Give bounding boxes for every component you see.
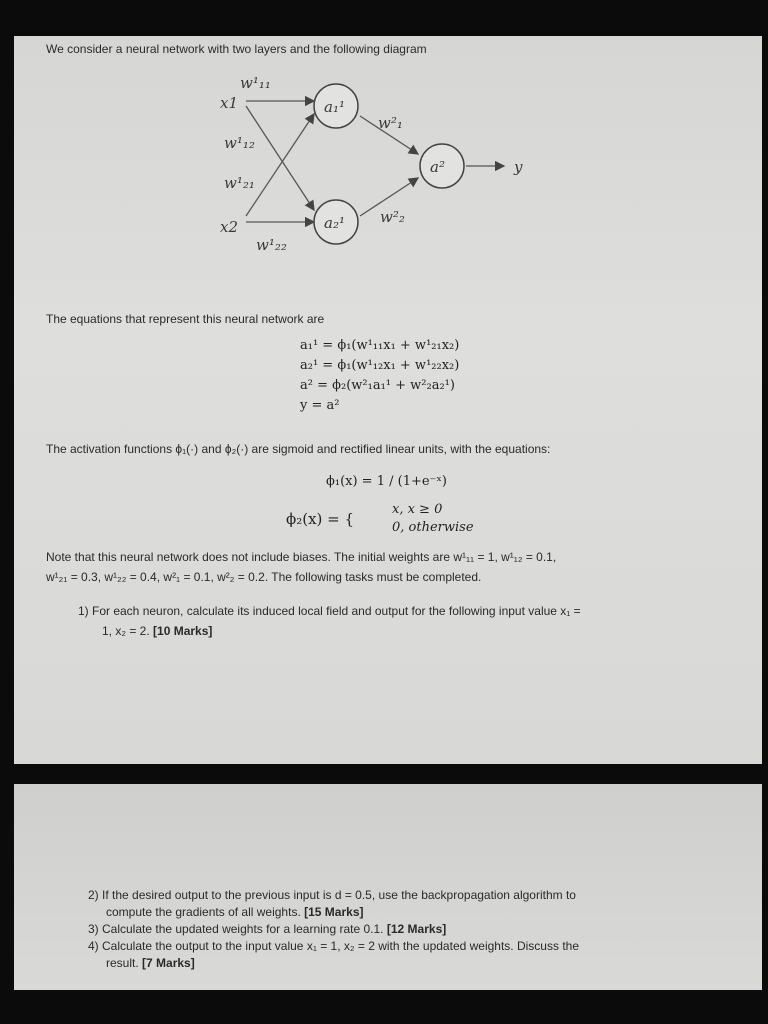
neural-network-diagram	[14, 36, 762, 296]
output-y-label: y	[514, 158, 523, 176]
task-2-marks: [15 Marks]	[304, 905, 364, 919]
intro-text: We consider a neural network with two layers and the following diagram	[46, 42, 427, 56]
task-4-line-2	[106, 956, 195, 970]
task-1-text: 1, x₂ = 2.	[102, 624, 150, 638]
weight-w2-label: w²₂	[380, 208, 405, 226]
task-1-line-1: 1) For each neuron, calculate its induced local field and output for the following input value x₁ =	[78, 604, 581, 618]
weight-w22-label: w¹₂₂	[256, 236, 287, 254]
task-2-line-1: 2) If the desired output to the previous input is d = 0.5, use the backpropagation algorithm to	[88, 888, 576, 902]
task-3-marks: [12 Marks]	[386, 922, 447, 936]
task-2-text: compute the gradients of all weights.	[106, 905, 301, 919]
task-3-text: 3) Calculate the updated weights for a learning rate 0.1.	[88, 922, 384, 936]
phi2-case-positive: x, x ≥ 0	[392, 502, 443, 517]
neuron-a2-label: a₂¹	[324, 214, 345, 232]
document-page-2	[14, 784, 762, 990]
weight-w12-label: w¹₁₂	[224, 134, 255, 152]
edge-x2-a1	[246, 114, 314, 216]
equations-intro: The equations that represent this neural network are	[46, 312, 325, 326]
equation-a2: a₂¹ = ϕ₁(w¹₁₂x₁ + w¹₂₂x₂)	[300, 358, 460, 373]
input-x1-label: x1	[220, 94, 239, 112]
task-4-line-1: 4) Calculate the output to the input value x₁ = 1, x₂ = 2 with the updated weights. Discuss the	[88, 939, 579, 953]
task-2-line-2	[106, 905, 364, 919]
task-3	[88, 922, 446, 936]
note-line-2: w¹₂₁ = 0.3, w¹₂₂ = 0.4, w²₁ = 0.1, w²₂ = 0.2. The following tasks must be completed.	[46, 570, 482, 584]
weight-w1-label: w²₁	[378, 114, 403, 132]
task-1-marks: [10 Marks]	[153, 624, 213, 638]
weight-w11-label: w¹₁₁	[240, 74, 271, 92]
edge-x1-a2	[246, 106, 314, 210]
document-page-1	[14, 36, 762, 764]
task-4-marks: [7 Marks]	[142, 956, 195, 970]
phi1-equation: ϕ₁(x) = 1 / (1+e⁻ˣ)	[326, 474, 447, 489]
equation-a1: a₁¹ = ϕ₁(w¹₁₁x₁ + w¹₂₁x₂)	[300, 338, 460, 353]
neuron-a1-label: a₁¹	[324, 98, 345, 116]
task-4-text: result.	[106, 956, 139, 970]
equation-a-out: a² = ϕ₂(w²₁a₁¹ + w²₂a₂¹)	[300, 378, 455, 393]
note-line-1: Note that this neural network does not include biases. The initial weights are w¹₁₁ = 1, w¹₁₂ = 0.1,	[46, 550, 557, 564]
task-1-line-2	[102, 624, 212, 638]
neuron-output-label: a²	[430, 158, 445, 176]
weight-w21-label: w¹₂₁	[224, 174, 255, 192]
phi2-case-otherwise: 0, otherwise	[392, 520, 474, 535]
input-x2-label: x2	[220, 218, 239, 236]
activation-intro: The activation functions ϕ₁(·) and ϕ₂(·) are sigmoid and rectified linear units, with the equations:	[46, 442, 551, 456]
equation-y: y = a²	[300, 398, 340, 413]
phi2-lhs: ϕ₂(x) = {	[286, 510, 355, 528]
